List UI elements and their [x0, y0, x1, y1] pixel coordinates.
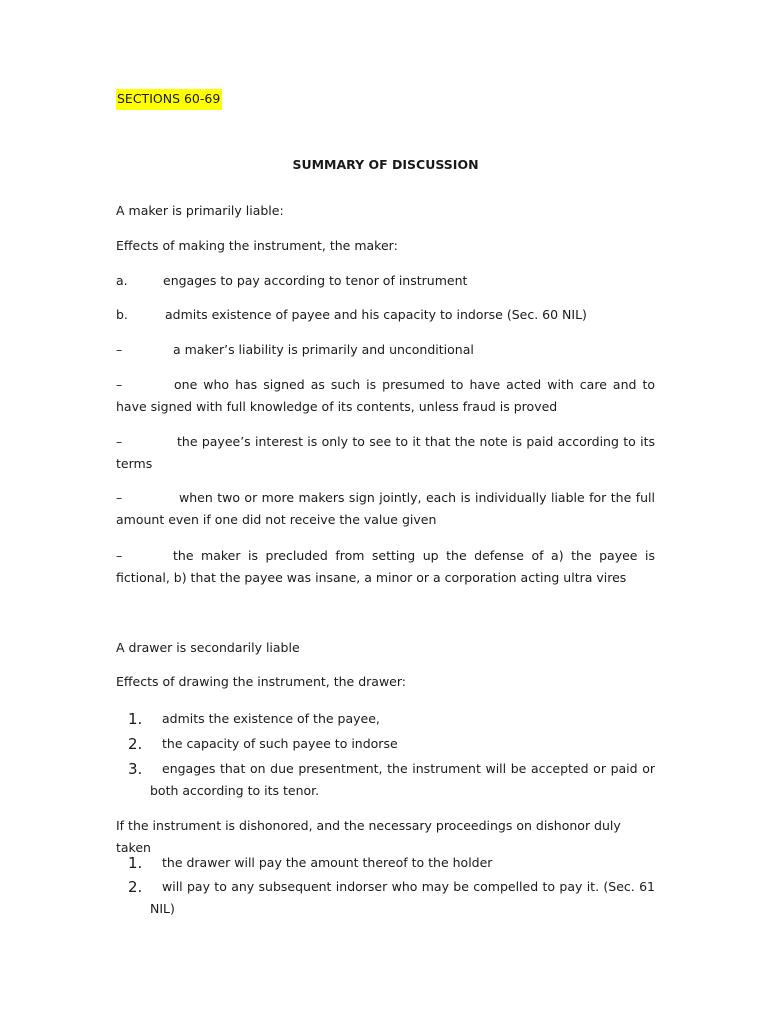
dishonor-intro: If the instrument is dishonored, and the necessary proceedings on dishonor duly taken	[116, 818, 621, 855]
drawer-intro: A drawer is secondarily liable	[116, 640, 300, 655]
list-marker: a.	[116, 273, 128, 288]
dash-marker: –	[116, 434, 123, 449]
drawer-effects: Effects of drawing the instrument, the drawer:	[116, 674, 407, 689]
maker-note	[116, 545, 655, 589]
item-number: 1.	[128, 854, 143, 872]
maker-note	[116, 487, 655, 531]
dash-marker: –	[116, 342, 123, 357]
drawer-item	[116, 758, 655, 802]
item-number: 2.	[128, 878, 143, 896]
dash-marker: –	[116, 377, 123, 392]
item-text: the capacity of such payee to indorse	[162, 736, 398, 751]
maker-note	[116, 374, 655, 418]
drawer-item	[116, 733, 655, 755]
maker-note	[116, 339, 655, 361]
maker-effects: Effects of making the instrument, the maker:	[116, 238, 398, 253]
note-text: the maker is precluded from setting up the defense of a) the payee is fictional, b) that the payee was insane, a minor or a corporation acting ultra vires	[116, 548, 655, 585]
document-title: SUMMARY OF DISCUSSION	[292, 157, 479, 172]
item-number: 1.	[128, 710, 143, 728]
item-text: the drawer will pay the amount thereof to the holder	[162, 855, 493, 870]
item-text: admits the existence of the payee,	[162, 711, 380, 726]
maker-item-b	[116, 304, 655, 326]
drawer-item	[116, 708, 655, 730]
item-number: 2.	[128, 735, 143, 753]
maker-item-a	[116, 270, 655, 292]
dash-marker: –	[116, 490, 123, 505]
list-item-text: engages to pay according to tenor of instrument	[163, 273, 468, 288]
item-text: will pay to any subsequent indorser who may be compelled to pay it. (Sec. 61 NIL)	[150, 879, 655, 916]
list-item-text: admits existence of payee and his capacity to indorse (Sec. 60 NIL)	[165, 307, 587, 322]
note-text: when two or more makers sign jointly, each is individually liable for the full amount even if one did not receive the value given	[116, 490, 655, 527]
maker-note	[116, 431, 655, 475]
dash-marker: –	[116, 548, 123, 563]
item-text: engages that on due presentment, the instrument will be accepted or paid or both according to its tenor.	[150, 761, 655, 798]
note-text: the payee’s interest is only to see to it that the note is paid according to its terms	[116, 434, 655, 471]
item-number: 3.	[128, 760, 143, 778]
sections-label: SECTIONS 60-69	[116, 89, 222, 110]
list-marker: b.	[116, 307, 128, 322]
dishonor-item	[116, 876, 655, 920]
note-text: a maker’s liability is primarily and unconditional	[173, 342, 474, 357]
dishonor-item	[116, 852, 655, 874]
note-text: one who has signed as such is presumed to have acted with care and to have signed with full knowledge of its contents, unless fraud is proved	[116, 377, 655, 414]
maker-intro: A maker is primarily liable:	[116, 203, 284, 218]
